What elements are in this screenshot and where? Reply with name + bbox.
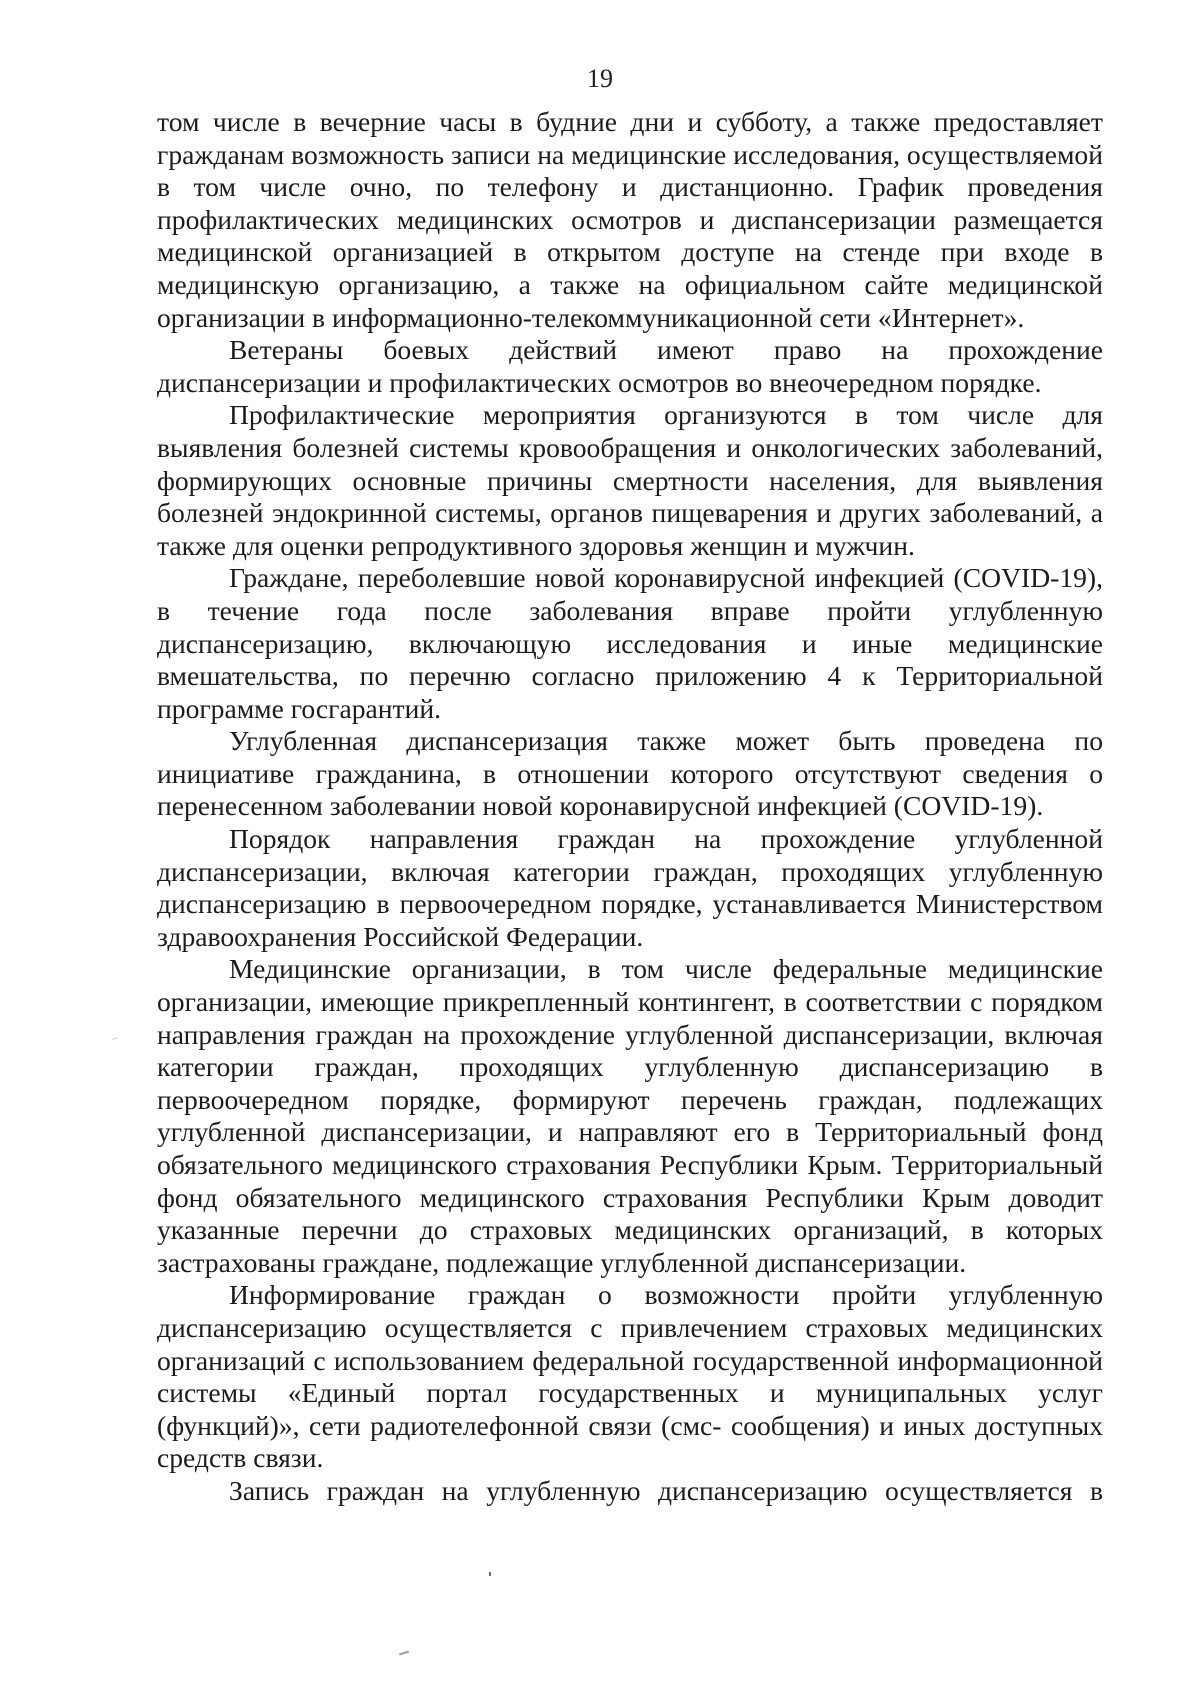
paragraph-registration: Запись граждан на углубленную диспансеризацию осуществляется в bbox=[229, 1474, 1103, 1506]
paragraph-veterans: Ветераны боевых действий имеют право на прохождение диспансеризации и профилактических осмотров во внеочередном порядке. bbox=[157, 334, 1103, 398]
scan-artifact-dot bbox=[489, 1572, 491, 1576]
paragraph-medical-organizations: Медицинские организации, в том числе федеральные медицинские организации, имеющие прикрепленный контингент, в соответствии с порядком направления граждан на прохождение углубленной диспансеризации, включая категории граждан, проходящих углубленную диспансеризацию в первоочередном порядке, формируют перечень граждан, подлежащих углубленной диспансеризации, и направляют его в Территориальный фонд обязательного медицинского страхования Республики Крым. Территориальный фонд обязательного медицинского страхования Республики Крым доводит указанные перечни до страховых медицинских организаций, в которых застрахованы граждане, подлежащие углубленной диспансеризации. bbox=[157, 953, 1103, 1278]
paragraph-referral-procedure: Порядок направления граждан на прохождение углубленной диспансеризации, включая категории граждан, проходящих углубленную диспансеризацию в первоочередном порядке, устанавливается Министерством здравоохранения Российской Федерации. bbox=[157, 823, 1103, 952]
paragraph-covid-recovered: Граждане, переболевшие новой коронавирусной инфекцией (COVID-19), в течение года после заболевания вправе пройти углубленную диспансеризацию, включающую исследования и иные медицинские вмешательства, по перечню согласно приложению 4 к Территориальной программе госгарантий. bbox=[157, 562, 1103, 724]
paragraph-continuation: том числе в вечерние часы в будние дни и субботу, а также предоставляет гражданам возможность записи на медицинские исследования, осуществляемой в том числе очно, по телефону и дистанционно. График проведения профилактических медицинских осмотров и диспансеризации размещается медицинской организацией в открытом доступе на стенде при входе в медицинскую организацию, а также на официальном сайте медицинской организации в информационно-телекоммуникационной сети «Интернет». bbox=[157, 106, 1103, 333]
document-body bbox=[157, 106, 1103, 1508]
paragraph-informing-citizens: Информирование граждан о возможности пройти углубленную диспансеризацию осуществляется с привлечением страховых медицинских организаций с использованием федеральной государственной информационной системы «Единый портал государственных и муниципальных услуг (функций)», сети радиотелефонной связи (смс- сообщения) и иных доступных средств связи. bbox=[157, 1279, 1103, 1474]
paragraph-citizen-initiative: Углубленная диспансеризация также может быть проведена по инициативе гражданина, в отношении которого отсутствуют сведения о перенесенном заболевании новой коронавирусной инфекцией (COVID-19). bbox=[157, 725, 1103, 822]
page-number: 19 bbox=[587, 64, 613, 93]
scan-artifact-stroke bbox=[399, 1651, 409, 1656]
scan-artifact-mark bbox=[112, 1037, 118, 1040]
paragraph-preventive-measures: Профилактические мероприятия организуются в том числе для выявления болезней системы кровообращения и онкологических заболеваний, формирующих основные причины смертности населения, для выявления болезней эндокринной системы, органов пищеварения и других заболеваний, а также для оценки репродуктивного здоровья женщин и мужчин. bbox=[157, 399, 1103, 561]
